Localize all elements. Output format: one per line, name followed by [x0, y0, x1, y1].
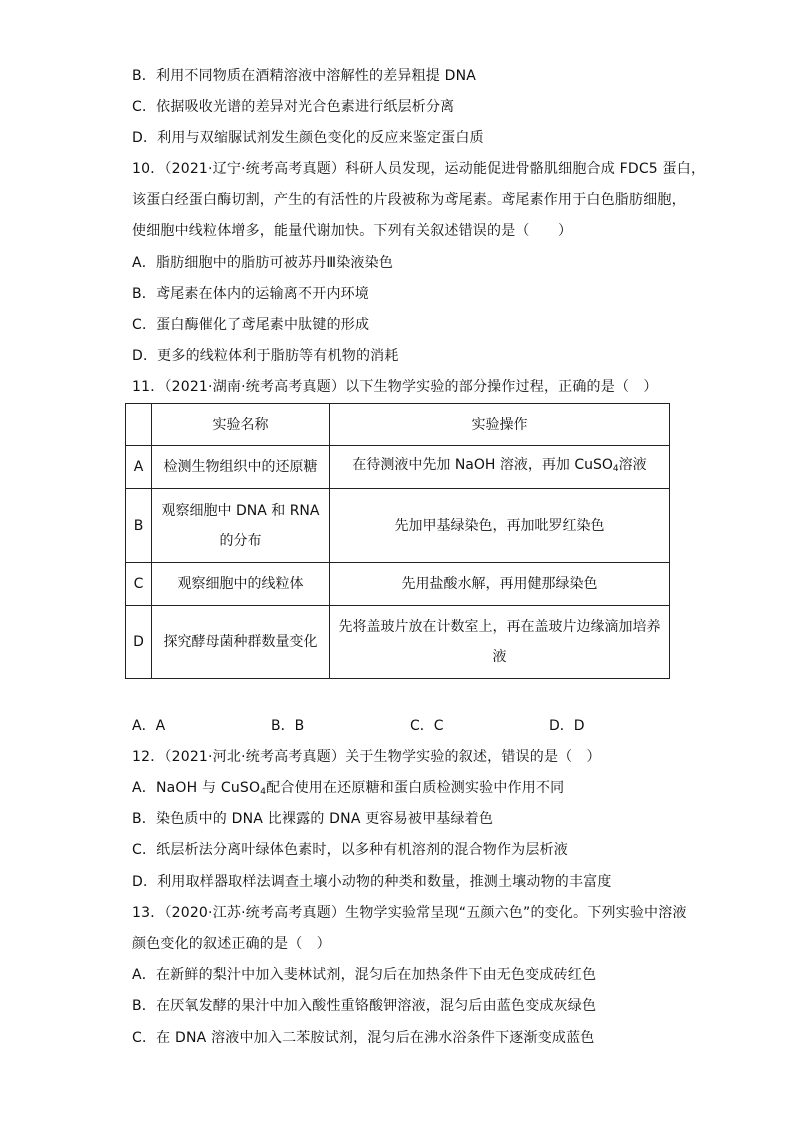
table-row [126, 489, 670, 563]
q10-option-c: C．蛋白酶催化了鸢尾素中肽键的形成 [132, 317, 370, 333]
row-experiment-name: 检测生物组织中的还原糖 [152, 446, 330, 489]
q11-option-a: A．A [132, 718, 166, 734]
q10-option-a: A．脂肪细胞中的脂肪可被苏丹Ⅲ染液染色 [132, 255, 394, 271]
row-experiment-name: 观察细胞中 DNA 和 RNA 的分布 [152, 489, 330, 563]
table-header-row [126, 404, 670, 446]
q10-stem-line-2: 该蛋白经蛋白酶切割，产生的有活性的片段被称为鸢尾素。鸢尾素作用于白色脂肪细胞， [132, 192, 686, 208]
q12-option-b: B．染色质中的 DNA 比裸露的 DNA 更容易被甲基绿着色 [132, 811, 494, 827]
table-row [126, 563, 670, 606]
q12-option-a: A．NaOH 与 CuSO$_4$配合使用在还原糖和蛋白质检测实验中作用不同 [132, 780, 565, 797]
row-operation: 先用盐酸水解，再用健那绿染色 [330, 563, 670, 606]
row-experiment-name: 探究酵母菌种群数量变化 [152, 606, 330, 679]
q9-option-c: C．依据吸收光谱的差异对光合色素进行纸层析分离 [132, 99, 455, 115]
q13-stem-line-2: 颜色变化的叙述正确的是（ ） [132, 936, 331, 952]
q10-option-b: B．鸢尾素在体内的运输离不开内环境 [132, 286, 370, 302]
q13-option-b: B．在厌氧发酵的果汁中加入酸性重铬酸钾溶液，混匀后由蓝色变成灰绿色 [132, 998, 597, 1014]
row-operation: 在待测液中先加 NaOH 溶液，再加 CuSO$_4$溶液 [330, 446, 670, 489]
q12-option-c: C．纸层析法分离叶绿体色素时，以多种有机溶剂的混合物作为层析液 [132, 842, 568, 858]
q13-option-a: A．在新鲜的梨汁中加入斐林试剂，混匀后在加热条件下由无色变成砖红色 [132, 967, 597, 983]
q10-stem-line-3: 使细胞中线粒体增多，能量代谢加快。下列有关叙述错误的是（ ） [132, 223, 573, 239]
q9-option-d: D．利用与双缩脲试剂发生颜色变化的反应来鉴定蛋白质 [132, 130, 484, 146]
q12-stem: 12．（2021·河北·统考高考真题）关于生物学实验的叙述，错误的是（ ） [132, 749, 601, 765]
q11-option-b: B．B [271, 718, 305, 734]
q13-stem-line-1: 13．（2020·江苏·统考高考真题）生物学实验常呈现“五颜六色”的变化。下列实验中溶液 [132, 905, 687, 921]
q10-option-d: D．更多的线粒体利于脂肪等有机物的消耗 [132, 348, 399, 364]
row-letter: B [126, 489, 152, 563]
q10-stem-line-1: 10．（2021·辽宁·统考高考真题）科研人员发现，运动能促进骨骼肌细胞合成 FDC5 蛋白， [132, 161, 706, 177]
table-row [126, 606, 670, 679]
row-experiment-name: 观察细胞中的线粒体 [152, 563, 330, 606]
table-header-operation: 实验操作 [330, 404, 670, 446]
row-letter: D [126, 606, 152, 679]
q11-options [132, 716, 612, 736]
q11-option-c: C．C [410, 718, 444, 734]
q12-option-d: D．利用取样器取样法调查土壤小动物的种类和数量，推测土壤动物的丰富度 [132, 874, 612, 890]
row-operation: 先加甲基绿染色，再加吡罗红染色 [330, 489, 670, 563]
q11-experiment-table [125, 403, 670, 679]
q11-stem: 11．（2021·湖南·统考高考真题）以下生物学实验的部分操作过程，正确的是（ ） [132, 379, 658, 395]
row-operation: 先将盖玻片放在计数室上，再在盖玻片边缘滴加培养 液 [330, 606, 670, 679]
table-header-blank [126, 404, 152, 446]
table-row [126, 446, 670, 489]
q9-option-b: B．利用不同物质在酒精溶液中溶解性的差异粗提 DNA [132, 68, 477, 84]
row-letter: A [126, 446, 152, 489]
q11-option-d: D．D [549, 718, 585, 734]
row-letter: C [126, 563, 152, 606]
table-header-name: 实验名称 [152, 404, 330, 446]
q13-option-c: C．在 DNA 溶液中加入二苯胺试剂，混匀后在沸水浴条件下逐渐变成蓝色 [132, 1030, 595, 1046]
